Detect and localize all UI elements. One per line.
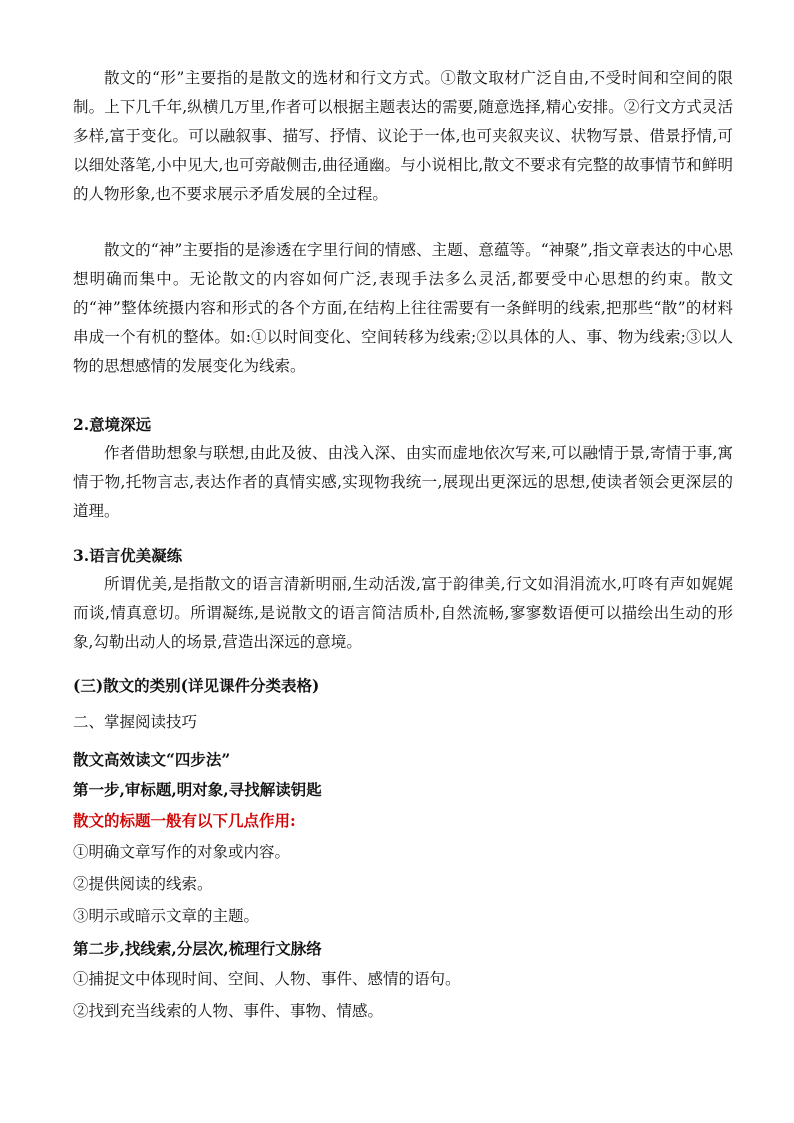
- list-item: ①捕捉文中体现时间、空间、人物、事件、感情的语句。: [73, 970, 461, 988]
- paragraph-text: 散文的“神”主要指的是渗透在字里行间的情感、主题、意蕴等。“神聚”,指文章表达的中心思想明确而集中。无论散文的内容如何广泛,表现手法多么灵活,都要受中心思想的约束。散文的“神”整体统摄内容和形式的各个方面,在结构上往往需要有一条鲜明的线索,把那些“散”的材料串成一个有机的整体。如:①以时间变化、空间转移为线索;②以具体的人、事、物为线索;③以人物的思想感情的发展变化为线索。: [73, 241, 733, 375]
- list-item-role-1: [73, 838, 733, 867]
- heading-step-2: [73, 934, 733, 963]
- list-item: ②提供阅读的线索。: [73, 875, 213, 893]
- list-item-clue-1: [73, 965, 733, 994]
- paragraph-yijing: [73, 439, 733, 526]
- list-item: ①明确文章写作的对象或内容。: [73, 843, 291, 861]
- step-heading: 第一步,审标题,明对象,寻找解读钥匙: [73, 780, 322, 799]
- subheading: 2.意境深远: [73, 415, 152, 434]
- heading-step-1: [73, 775, 733, 804]
- title-role-heading: [73, 806, 733, 835]
- heading-category: [73, 671, 733, 700]
- paragraph-text: 所谓优美,是指散文的语言清新明丽,生动活泼,富于韵律美,行文如涓涓流水,叮咚有声如娓娓而谈,情真意切。所谓凝练,是说散文的语言简洁质朴,自然流畅,寥寥数语便可以描绘出生动的形象,勾勒出动人的场景,营造出深远的意境。: [73, 575, 733, 651]
- list-item: ②找到充当线索的人物、事件、事物、情感。: [73, 1002, 384, 1020]
- heading-section-2: [73, 708, 733, 737]
- method-title: 散文高效读文“四步法”: [73, 750, 231, 769]
- list-item-role-3: [73, 902, 733, 931]
- paragraph-text: 散文的“形”主要指的是散文的选材和行文方式。①散文取材广泛自由,不受时间和空间的限制。上下几千年,纵横几万里,作者可以根据主题表达的需要,随意选择,精心安排。②行文方式灵活多样,富于变化。可以融叙事、描写、抒情、议论于一体,也可夹叙夹议、状物写景、借景抒情,可以细处落笔,小中见大,也可旁敲侧击,曲径通幽。与小说相比,散文不要求有完整的故事情节和鲜明的人物形象,也不要求展示矛盾发展的全过程。: [73, 69, 733, 203]
- highlight-heading: 散文的标题一般有以下几点作用:: [73, 811, 296, 830]
- heading-yuyan: [73, 541, 733, 570]
- list-item-role-2: [73, 870, 733, 899]
- list-item-clue-2: [73, 997, 733, 1026]
- heading-method: [73, 745, 733, 774]
- heading-yijing: [73, 410, 733, 439]
- section-heading: 二、掌握阅读技巧: [73, 713, 198, 731]
- paragraph-yuyan: [73, 570, 733, 657]
- paragraph-xing: [73, 64, 733, 209]
- list-item: ③明示或暗示文章的主题。: [73, 907, 260, 925]
- step-heading: 第二步,找线索,分层次,梳理行文脉络: [73, 939, 322, 958]
- subheading: 3.语言优美凝练: [73, 546, 183, 565]
- paragraph-text: 作者借助想象与联想,由此及彼、由浅入深、由实而虚地依次写来,可以融情于景,寄情于事,寓情于物,托物言志,表达作者的真情实感,实现物我统一,展现出更深远的思想,使读者领会更深层的道理。: [73, 444, 733, 520]
- paragraph-shen: [73, 236, 733, 381]
- section-heading: (三)散文的类别(详见课件分类表格): [73, 676, 320, 695]
